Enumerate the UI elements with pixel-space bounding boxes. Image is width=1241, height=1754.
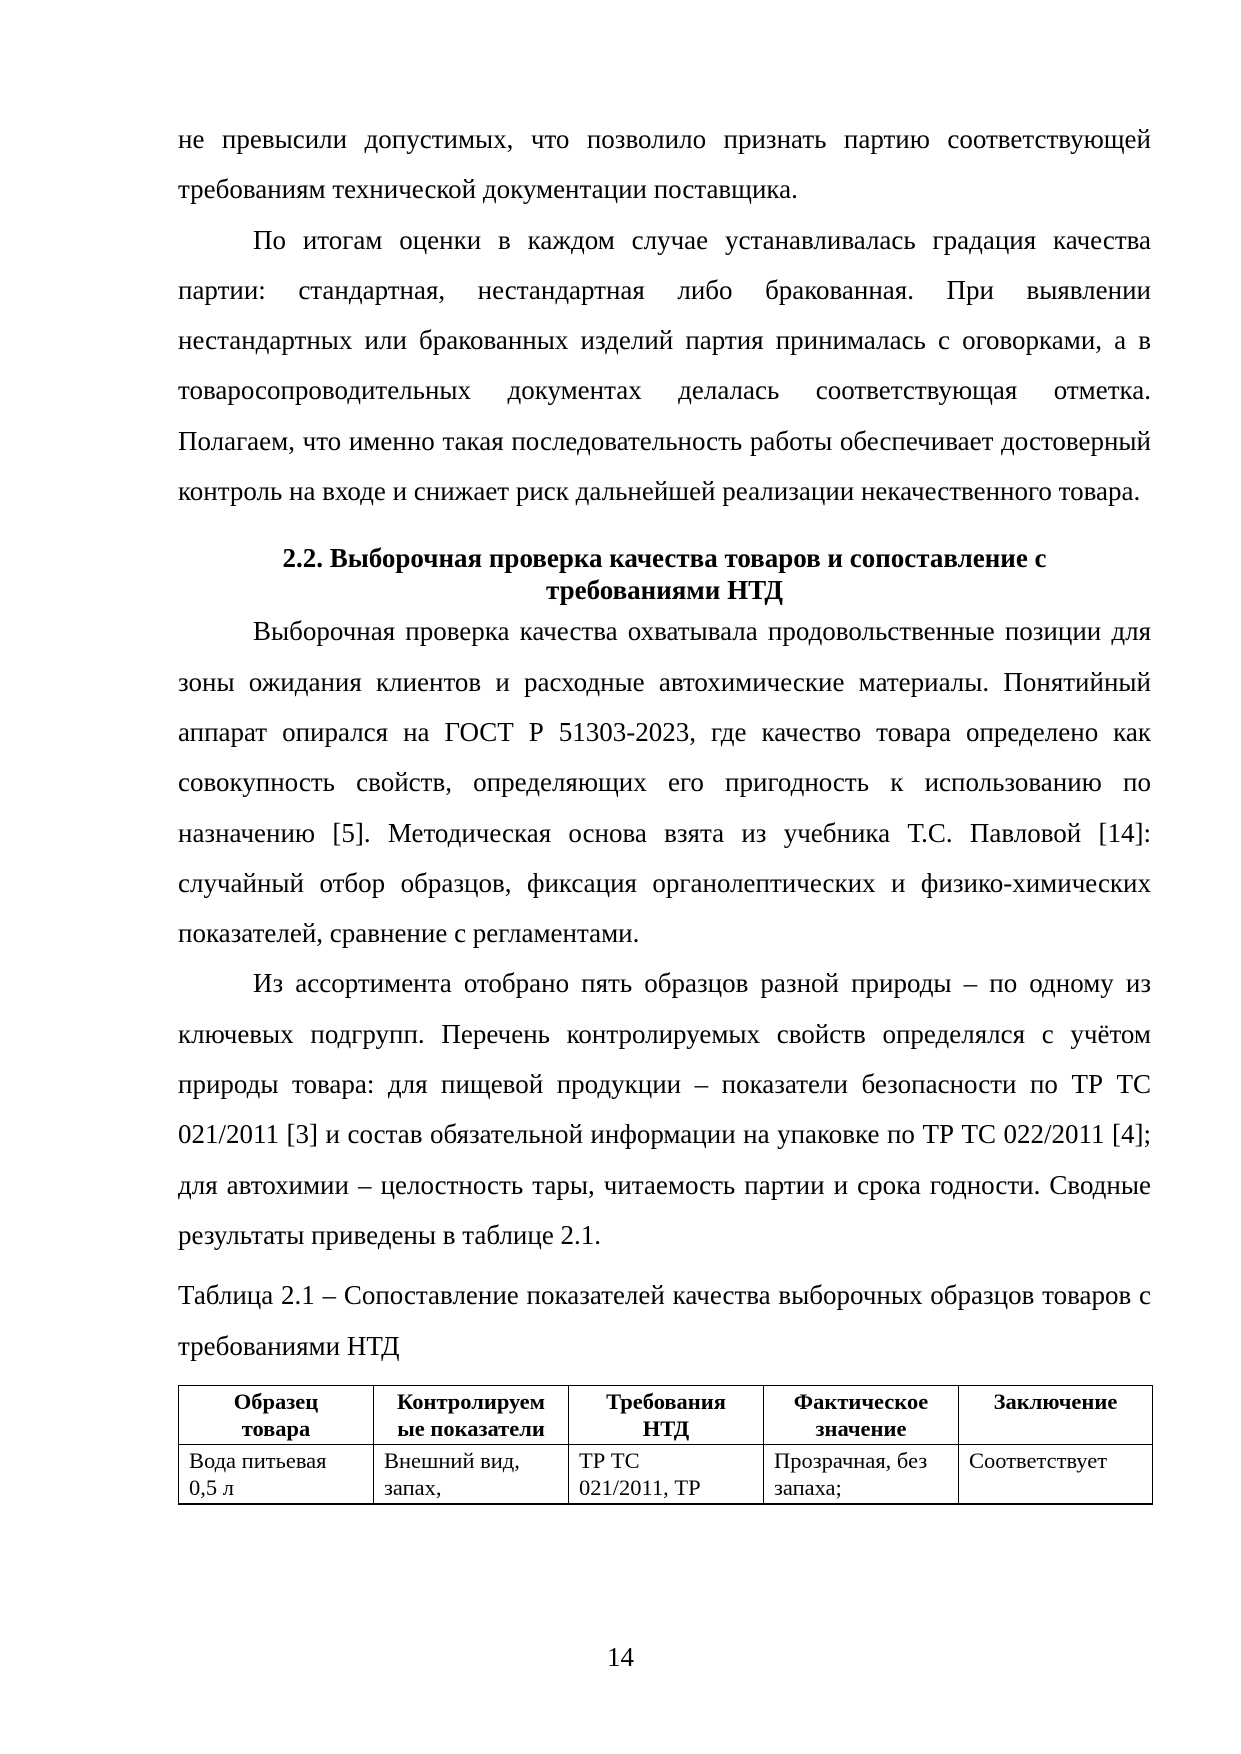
header-conclusion: Заключение [959, 1385, 1153, 1444]
cell-requirements: ТР ТС 021/2011, ТР [569, 1444, 764, 1504]
page-number: 14 [607, 1642, 634, 1672]
page-content [178, 114, 1151, 1505]
paragraph-sampling-scope: Выборочная проверка качества охватывала продовольственные позиции для зоны ожидания клиентов и расходные автохимические материалы. Понятийный аппарат опирался на ГОСТ Р 51303-2023, где качество товара определено как совокупность свойств, определяющих его пригодность к использованию по назначению [5]. Методическая основа взята из учебника Т.С. Павловой [14]: случайный отбор образцов, фиксация органолептических и физико-химических показателей, сравнение с регламентами. [178, 616, 1151, 949]
paragraph-quality-grading: По итогам оценки в каждом случае устанавливалась градация качества партии: стандартная, нестандартная либо бракованная. При выявлении нестандартных или бракованных изделий партия принималась с оговорками, а в товаросопроводительных документах делалась соответствующая отметка. Полагаем, что именно такая последовательность работы обеспечивает достоверный контроль на входе и снижает риск дальнейшей реализации некачественного товара. [178, 224, 1151, 507]
section-heading [178, 542, 1151, 606]
paragraph-sample-selection: Из ассортимента отобрано пять образцов разной природы – по одному из ключевых подгрупп. Перечень контролируемых свойств определялся с учётом природы товара: для пищевой продукции – показатели безопасности по ТР ТС 021/2011 [3] и состав обязательной информации на упаковке по ТР ТС 022/2011 [4]; для автохимии – целостность тары, читаемость партии и срока годности. Сводные результаты приведены в таблице 2.1. [178, 968, 1151, 1250]
cell-conclusion: Соответствует [959, 1444, 1153, 1504]
section-heading-line1: 2.2. Выборочная проверка качества товаров и сопоставление с [282, 543, 1047, 574]
table-header-row [179, 1385, 1153, 1444]
header-actual-value: Фактическое значение [764, 1385, 959, 1444]
cell-actual: Прозрачная, без запаха; [764, 1444, 959, 1504]
table-row [179, 1444, 1153, 1504]
header-sample: Образец товара [179, 1385, 374, 1444]
header-controlled-indicators: Контролируем ые показатели [374, 1385, 569, 1444]
section-heading-line2: требованиями НТД [546, 575, 783, 606]
quality-comparison-table [178, 1385, 1153, 1505]
paragraph-continuation: не превысили допустимых, что позволило признать партию соответствующей требованиям технической документации поставщика. [178, 124, 1151, 205]
cell-sample: Вода питьевая 0,5 л [179, 1444, 374, 1504]
cell-indicators: Внешний вид, запах, [374, 1444, 569, 1504]
header-ntd-requirements: Требования НТД [569, 1385, 764, 1444]
table-caption: Таблица 2.1 – Сопоставление показателей качества выборочных образцов товаров с требованиями НТД [178, 1280, 1151, 1361]
